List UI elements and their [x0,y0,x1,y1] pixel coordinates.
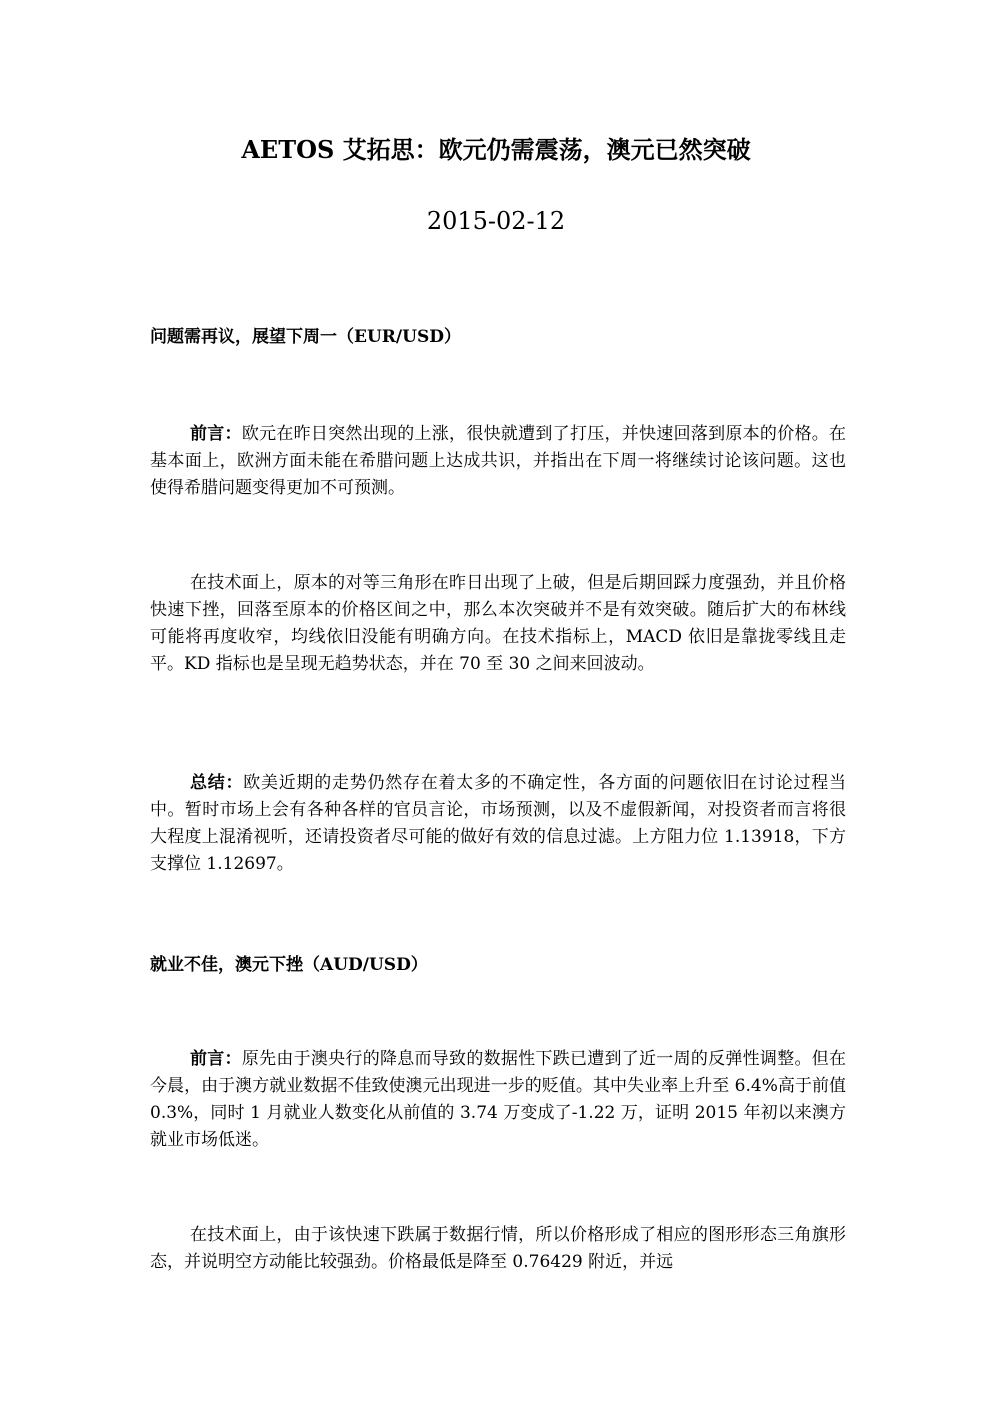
section-heading-eur-usd: 问题需再议，展望下周一（EUR/USD） [150,327,461,347]
document-date: 2015-02-12 [426,207,566,235]
eur-intro-paragraph [150,421,846,502]
intro-label: 前言： [190,424,242,444]
eur-summary-paragraph [150,770,846,878]
summary-text: 欧美近期的走势仍然存在着太多的不确定性，各方面的问题依旧在讨论过程当中。暂时市场上会有各种各样的官员言论，市场预测，以及不虚假新闻，对投资者而言将很大程度上混淆视听，还请投资者尽可能的做好有效的信息过滤。上方阻力位 1.13918，下方支撑位 1.12697。 [150,773,846,874]
intro-text: 原先由于澳央行的降息而导致的数据性下跌已遭到了近一周的反弹性调整。但在今晨，由于澳方就业数据不佳致使澳元出现进一步的贬值。其中失业率上升至 6.4%高于前值 0.3%，同时 1 月就业人数变化从前值的 3.74 万变成了-1.22 万，证明 2015 年初以来澳方就业市场低迷。 [150,1049,847,1150]
intro-text: 欧元在昨日突然出现的上涨，很快就遭到了打压，并快速回落到原本的价格。在基本面上，欧洲方面未能在希腊问题上达成共识，并指出在下周一将继续讨论该问题。这也使得希腊问题变得更加不可预测。 [150,424,847,498]
summary-label: 总结： [190,773,244,793]
aud-intro-paragraph [150,1046,846,1154]
eur-technical-paragraph: 在技术面上，原本的对等三角形在昨日出现了上破，但是后期回踩力度强劲，并且价格快速下挫，回落至原本的价格区间之中，那么本次突破并不是有效突破。随后扩大的布林线可能将再度收窄，均线依旧没能有明确方向。在技术指标上，MACD 依旧是靠拢零线且走平。KD 指标也是呈现无趋势状态，并在 70 至 30 之间来回波动。 [150,573,846,674]
section-heading-aud-usd: 就业不佳，澳元下挫（AUD/USD） [150,955,428,975]
aud-technical-paragraph: 在技术面上，由于该快速下跌属于数据行情，所以价格形成了相应的图形形态三角旗形态，并说明空方动能比较强劲。价格最低是降至 0.76429 附近，并远 [150,1225,846,1272]
intro-label: 前言： [190,1049,242,1069]
document-title: AETOS 艾拓思：欧元仍需震荡，澳元已然突破 [241,135,751,164]
